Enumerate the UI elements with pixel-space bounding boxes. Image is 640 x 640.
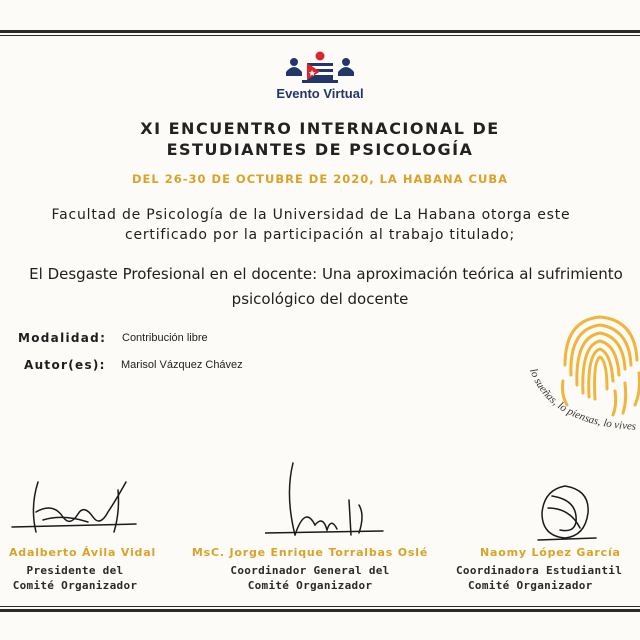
signature-3-icon — [530, 478, 600, 548]
modality-label: Modalidad: — [18, 331, 107, 345]
signature-3-role-line2: Comité Organizador — [468, 579, 593, 592]
motto-curved-text — [520, 360, 640, 450]
signature-1-role — [0, 563, 150, 593]
evento-virtual-logo-icon — [280, 50, 360, 86]
event-title-line1: XI ENCUENTRO INTERNACIONAL DE — [140, 119, 500, 138]
signature-3-role — [456, 563, 640, 593]
signature-2-name: MsC. Jorge Enrique Torralbas Oslé — [191, 546, 429, 559]
svg-text:lo sueñas, lo piensas, lo vive — [527, 367, 636, 433]
top-border — [0, 30, 640, 36]
event-title-line2: ESTUDIANTES DE PSICOLOGÍA — [166, 140, 474, 159]
signature-1-name: Adalberto Ávila Vidal — [8, 546, 157, 559]
signature-2-role-line2: Comité Organizador — [247, 579, 373, 592]
event-dates: DEL 26-30 DE OCTUBRE DE 2020, LA HABANA CUBA — [132, 172, 508, 186]
event-title — [60, 118, 580, 160]
authors-value: Marisol Vázquez Chávez — [121, 359, 243, 371]
work-title-line1: El Desgaste Profesional en el docente: Una aproximación teórica al sufrimiento — [29, 265, 623, 283]
signature-3-role-line1: Coordinadora Estudiantil — [456, 564, 623, 577]
signature-1-role-line2: Comité Organizador — [12, 579, 138, 592]
bottom-border — [0, 606, 640, 612]
certificate-intro — [0, 205, 640, 245]
work-title — [0, 262, 640, 312]
motto-text: lo sueñas, lo piensas, lo vives — [527, 367, 637, 433]
signature-1-role-line1: Presidente del — [26, 564, 124, 577]
work-title-line2: psicológico del docente — [231, 290, 409, 308]
signature-1-icon — [8, 472, 138, 542]
intro-line1: Facultad de Psicología de la Universidad de La Habana otorga este — [51, 207, 571, 223]
signature-2-role — [220, 563, 400, 593]
authors-label: Autor(es): — [24, 358, 106, 372]
signature-2-icon — [265, 455, 385, 545]
signature-2-role-line1: Coordinador General del — [230, 564, 390, 577]
logo-text: Evento Virtual — [276, 86, 364, 101]
modality-value: Contribución libre — [122, 332, 208, 344]
signature-3-name: Naomy López García — [480, 546, 621, 559]
intro-line2: certificado por la participación al trabajo titulado; — [124, 227, 516, 243]
